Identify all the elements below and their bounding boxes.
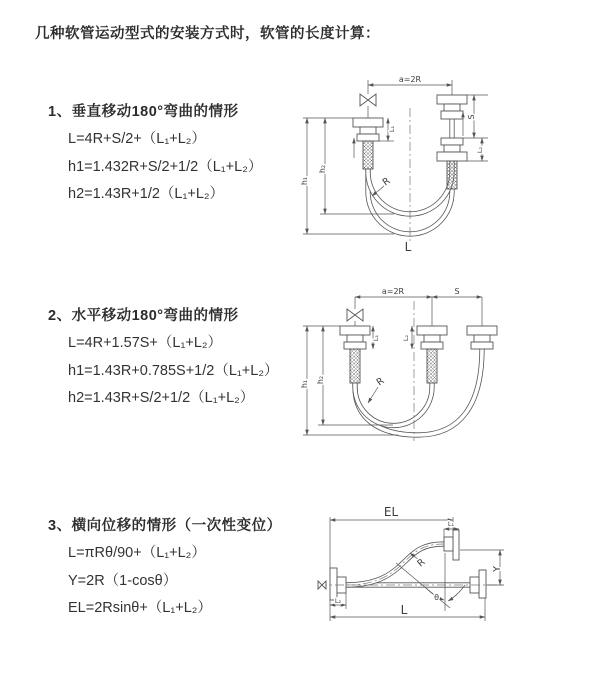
middle-fitting-original-position (417, 326, 447, 383)
dim-label-stroke: S (454, 287, 460, 296)
dim-label-fitting-top: L₁ (447, 520, 455, 528)
formula-line: h1=1.432R+S/2+1/2（L₁+L₂） (68, 158, 263, 175)
label-radius: R (415, 556, 428, 570)
braided-section (350, 349, 360, 383)
section-3-formulas (68, 540, 282, 623)
dim-label-fitting-left: L₁ (372, 334, 380, 342)
dim-label-el: EL (383, 505, 399, 519)
right-fitting-displaced-position (467, 326, 497, 349)
section-vertical-movement (48, 100, 262, 209)
right-flange-original-position (470, 570, 486, 598)
left-flange-fitting (330, 568, 346, 600)
formula-line: L=πRθ/90+（L₁+L₂） (68, 545, 206, 561)
section-3-heading: 3、横向位移的情形（一次性变位） (48, 518, 282, 534)
braided-section (447, 161, 457, 189)
label-length: L (404, 240, 412, 254)
formula-line: L=4R+S/2+（L₁+L₂） (68, 131, 206, 147)
dim-label-offset: Y (492, 566, 503, 572)
right-flange-displaced-position (444, 530, 459, 560)
dim-label-fitting-right: L₂ (476, 146, 484, 154)
hose-tubes (355, 349, 482, 435)
document-title: 几种软管运动型式的安装方式时，软管的长度计算： (35, 26, 380, 42)
formula-line: EL=2Rsinθ+（L₁+L₂） (68, 600, 212, 616)
section-1-formulas (68, 126, 262, 209)
right-fitting-lower-position (437, 138, 467, 189)
dim-label-h1: h₁ (300, 176, 309, 186)
dim-label-width: a=2R (381, 287, 405, 296)
dim-label-h2: h₂ (316, 375, 325, 385)
radius-leader (368, 387, 378, 403)
formula-line: h2=1.43R+S/2+1/2（L₁+L₂） (68, 390, 255, 406)
valve-icon (347, 309, 363, 321)
braided-section (427, 349, 437, 383)
section-lateral-displacement (48, 514, 282, 623)
dim-label-h2: h₂ (318, 164, 327, 174)
diagram-horizontal-movement (298, 283, 550, 458)
diagram-vertical-movement (298, 66, 543, 261)
section-1-heading: 1、垂直移动180°弯曲的情形 (48, 104, 239, 120)
label-radius: R (380, 175, 393, 189)
section-horizontal-movement (48, 304, 278, 413)
diagram-lateral-displacement (298, 493, 560, 661)
dim-label-fitting-mid: L₂ (402, 334, 410, 342)
dimension-lines (303, 297, 482, 435)
label-angle: θ (434, 593, 439, 602)
section-2-heading: 2、水平移动180°弯曲的情形 (48, 308, 239, 324)
label-radius: R (374, 375, 387, 389)
left-fitting (353, 118, 383, 169)
formula-line: L=4R+1.57S+（L₁+L₂） (68, 335, 223, 351)
valve-icon (360, 94, 376, 106)
right-fitting-upper-position (437, 95, 467, 119)
dim-label-fitting-left: L₁ (388, 125, 396, 133)
formula-line: h1=1.43R+0.785S+1/2（L₁+L₂） (68, 362, 279, 379)
dim-label-stroke: S (467, 114, 476, 120)
braided-section (363, 141, 373, 169)
dim-label-h1: h₁ (300, 379, 309, 389)
dimension-lines (330, 517, 504, 621)
formula-line: h2=1.43R+1/2（L₁+L₂） (68, 186, 225, 202)
dim-label-width: a=2R (398, 75, 422, 84)
dim-label-fitting-left: L₂ (334, 597, 342, 605)
left-fitting (340, 326, 370, 383)
curve-centerline (346, 544, 444, 585)
section-2-formulas (68, 330, 278, 413)
valve-icon (318, 581, 326, 589)
formula-line: Y=2R（1-cosθ） (68, 572, 178, 589)
label-length: L (400, 603, 408, 617)
